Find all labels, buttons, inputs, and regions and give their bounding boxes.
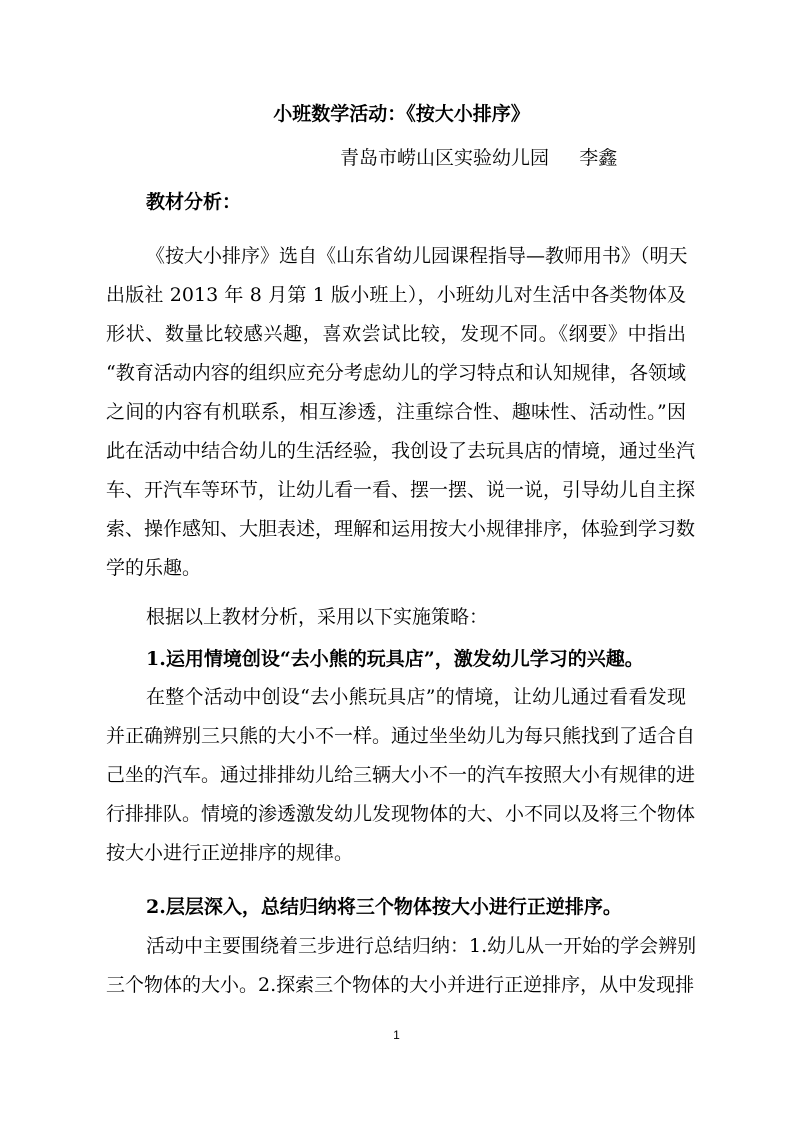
paragraph-line: 索、操作感知、大胆表述，理解和运用按大小规律排序，体验到学习数	[106, 518, 696, 540]
strategy1-heading: 1.运用情境创设“去小熊的玩具店”，激发幼儿学习的兴趣。	[146, 648, 644, 670]
strategy-intro: 根据以上教材分析，采用以下实施策略：	[146, 606, 489, 628]
document-title: 小班数学活动：《按大小排序》	[273, 103, 530, 125]
section-heading: 教材分析：	[146, 191, 242, 213]
paragraph-line: 在整个活动中创设“去小熊玩具店”的情境，让幼儿通过看看发现	[146, 686, 686, 708]
paragraph-strategy1	[106, 678, 696, 873]
page-number: 1	[393, 1028, 400, 1042]
paragraph-line: 己坐的汽车。通过排排幼儿给三辆大小不一的汽车按照大小有规律的进	[106, 764, 696, 786]
paragraph-line: 并正确辨别三只熊的大小不一样。通过坐坐幼儿为每只熊找到了适合自	[106, 725, 696, 747]
paragraph-line: 之间的内容有机联系，相互渗透，注重综合性、趣味性、活动性。”因	[106, 401, 686, 423]
paragraph-line: 行排排队。情境的渗透激发幼儿发现物体的大、小不同以及将三个物体	[106, 803, 696, 825]
author-line: 青岛市崂山区实验幼儿园 李鑫	[340, 147, 618, 169]
paragraph-strategy2	[106, 927, 697, 1005]
paragraph-line: 《按大小排序》选自《山东省幼儿园课程指导—教师用书》（明天	[146, 245, 688, 267]
paragraph-line: 学的乐趣。	[106, 557, 202, 579]
paragraph-line: 活动中主要围绕着三步进行总结归纳：1.幼儿从一开始的学会辨别	[146, 935, 697, 957]
paragraph-line: 车、开汽车等环节，让幼儿看一看、摆一摆、说一说，引导幼儿自主探	[106, 479, 696, 501]
paragraph-line: 出版社 2013 年 8 月第 1 版小班上），小班幼儿对生活中各类物体及	[106, 284, 686, 306]
paragraph-line: 形状、数量比较感兴趣，喜欢尝试比较，发现不同。《纲要》中指出	[106, 323, 686, 345]
paragraph-material-analysis	[106, 237, 696, 588]
paragraph-line: 按大小进行正逆排序的规律。	[106, 842, 354, 864]
paragraph-line: “教育活动内容的组织应充分考虑幼儿的学习特点和认知规律，各领域	[106, 362, 686, 384]
paragraph-line: 此在活动中结合幼儿的生活经验，我创设了去玩具店的情境，通过坐汽	[106, 440, 696, 462]
paragraph-line: 三个物体的大小。2.探索三个物体的大小并进行正逆排序，从中发现排	[106, 974, 695, 996]
strategy2-heading: 2.层层深入，总结归纳将三个物体按大小进行正逆排序。	[146, 896, 622, 918]
